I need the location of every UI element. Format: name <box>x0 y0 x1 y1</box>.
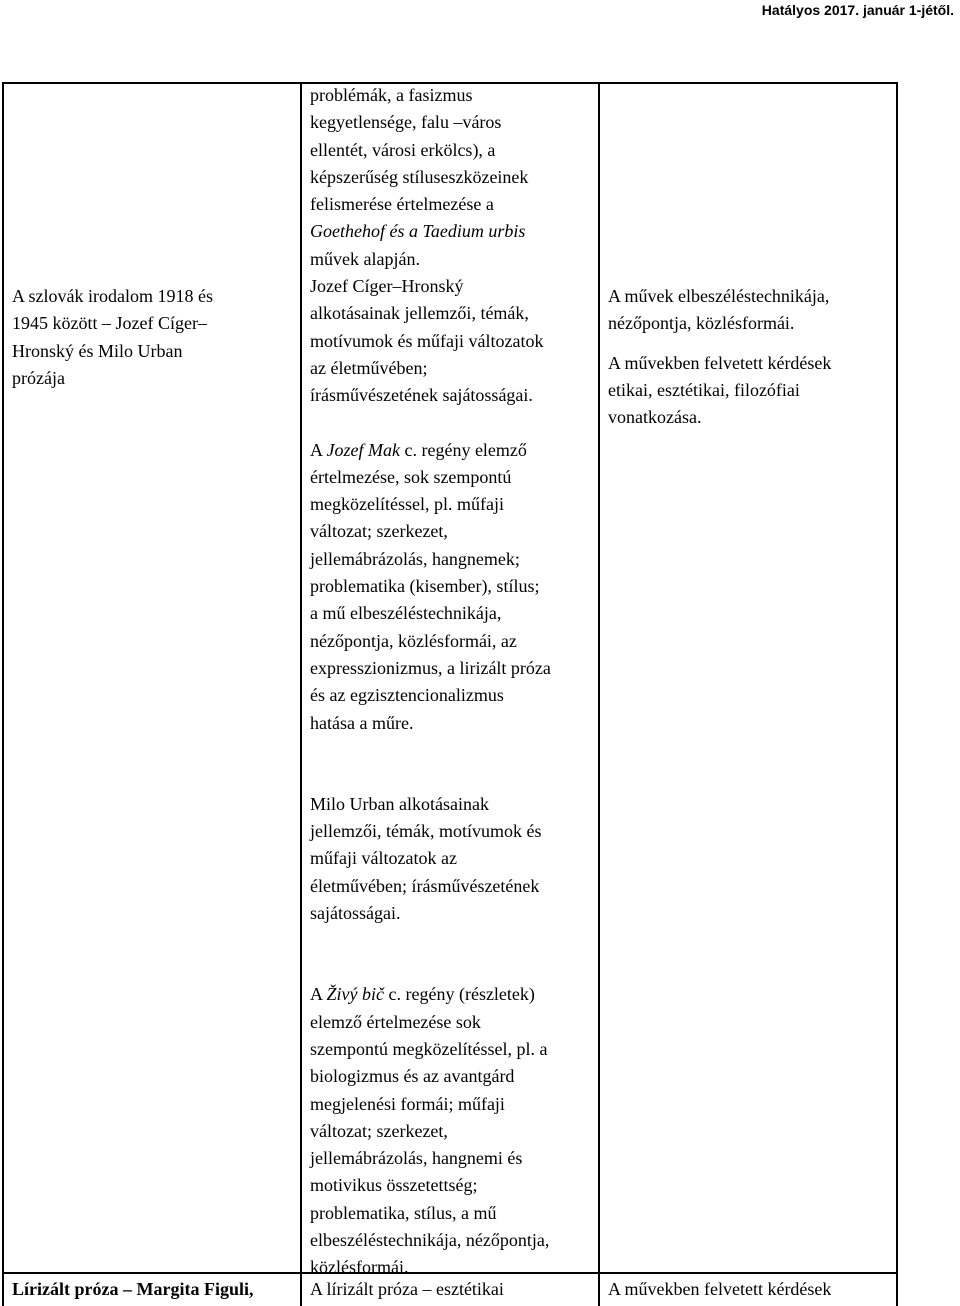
content-cell <box>310 82 595 1282</box>
hronsky-paragraph: Jozef Cíger–Hronský alkotásainak jellemzői, témák, motívumok és műfaji változatok az életművében; írásművészetének sajátosságai. <box>310 276 544 406</box>
paragraph-spacer <box>310 764 595 791</box>
paragraph-spacer <box>310 737 595 764</box>
next-content-cell: A lírizált próza – esztétikai <box>310 1279 504 1299</box>
table-left-border <box>2 82 4 1306</box>
ziv-paragraph: c. regény (részletek) elemző értelmezése sok szempontú megközelítéssel, pl. a biologizmus és az avantgárd megjelenési formái; műfaji változat; szerkezet, jellemábrázolás, hangnemi és motivikus összetettség; problematika, stílus, a mű elbeszéléstechnikája, nézőpontja, közlésformái. <box>310 984 550 1278</box>
column-divider-2 <box>598 82 600 1306</box>
column-divider-1 <box>300 82 302 1306</box>
topic-cell: A szlovák irodalom 1918 és 1945 között – Jozef Cíger– Hronský és Milo Urban prózája <box>12 286 213 388</box>
urban-paragraph: Milo Urban alkotásainak jellemzői, témák, motívumok és műfaji változatok az életművében; írásművészetének sajátosságai. <box>310 793 542 924</box>
goals-cell <box>608 283 893 431</box>
goals-paragraph-2: A művekben felvetett kérdések etikai, esztétikai, filozófiai vonatkozása. <box>608 352 832 428</box>
ziv-prefix: A <box>310 984 327 1005</box>
paragraph-spacer <box>608 338 893 350</box>
next-goals-cell: A művekben felvetett kérdések <box>608 1279 832 1299</box>
effective-date-header: Hatályos 2017. január 1-jétől. <box>761 2 954 18</box>
paragraph-spacer <box>310 410 595 437</box>
jozef-mak-title: Jozef Mak <box>326 439 400 460</box>
intro-end-text: művek alapján. <box>310 248 420 269</box>
mak-prefix: A <box>310 439 327 460</box>
next-topic-cell: Lírizált próza – Margita Figuli, <box>12 1279 254 1299</box>
paragraph-spacer <box>310 927 595 954</box>
table-right-border <box>896 82 898 1306</box>
mak-paragraph: c. regény elemző értelmezése, sok szempontú megközelítéssel, pl. műfaji változat; szerkezet, jellemábrázolás, hangnemek; problematika (kisember), stílus; a mű elbeszéléstechnikája, nézőpontja, közlésformái, az expresszionizmus, a lirizált próza és az egzisztencionalizmus hatása a műre. <box>310 439 551 733</box>
work-titles-italic: Goethehof és a Taedium urbis <box>310 221 526 242</box>
paragraph-spacer <box>310 954 595 981</box>
goals-paragraph-1: A művek elbeszéléstechnikája, nézőpontja, közlésformái. <box>608 286 830 334</box>
zivy-bic-title: Živý bič <box>326 984 384 1005</box>
intro-text: problémák, a fasizmus kegyetlensége, falu –város ellentét, városi erkölcs), a képszerűség stíluseszközeinek felismerése értelmezése a <box>310 85 529 215</box>
